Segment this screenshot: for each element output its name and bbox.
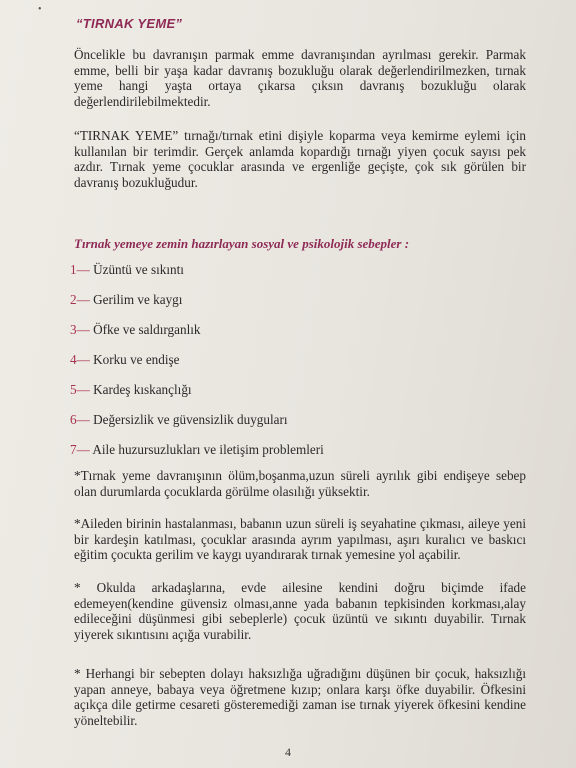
list-item-text: Korku ve endişe	[93, 352, 180, 367]
list-number: 4—	[70, 352, 90, 367]
list-item	[70, 412, 324, 442]
intro-paragraph: Öncelikle bu davranışın parmak emme davranışından ayrılması gerekir. Parmak emme, belli bir yaşa kadar davranış bozukluğu olarak değerlendirilmezken, tırnak yeme hangi yaşta ortaya çıkarsa çıksın davranış bozukluğu olarak değerlendirilebilmektedir.	[74, 47, 526, 109]
page-title: “TIRNAK YEME”	[76, 16, 183, 31]
list-number: 5—	[70, 382, 90, 397]
list-item-text: Öfke ve saldırganlık	[93, 322, 201, 337]
list-item	[70, 262, 324, 292]
list-item	[70, 382, 324, 412]
note-paragraph: *Tırnak yeme davranışının ölüm,boşanma,uzun süreli ayrılık gibi endişeye sebep olan durumlarda çocuklarda görülme olasılığı yüksektir.	[74, 468, 526, 499]
causes-list	[70, 262, 324, 472]
corner-mark: •	[38, 4, 42, 15]
list-item	[70, 292, 324, 322]
list-number: 2—	[70, 292, 90, 307]
list-item	[70, 352, 324, 382]
list-item-text: Aile huzursuzlukları ve iletişim problemleri	[92, 442, 324, 457]
list-number: 3—	[70, 322, 90, 337]
list-item	[70, 322, 324, 352]
list-item-text: Değersizlik ve güvensizlik duyguları	[93, 412, 288, 427]
list-number: 6—	[70, 412, 90, 427]
note-paragraph: * Okulda arkadaşlarına, evde ailesine kendini doğru biçimde ifade edemeyen(kendine güvensiz olması,anne yada babanın tepkisinden korkması,alay edileceğini düşünmesi gibi sebeplerle) çocuk üzüntü ve sıkıntı duyabilir. Tırnak yiyerek sıkıntısını açığa vurabilir.	[74, 580, 526, 642]
list-item-text: Üzüntü ve sıkıntı	[93, 262, 184, 277]
list-number: 7—	[70, 442, 90, 457]
page-number: 4	[285, 745, 291, 759]
list-item-text: Kardeş kıskançlığı	[93, 382, 192, 397]
section-subtitle: Tırnak yemeye zemin hazırlayan sosyal ve psikolojik sebepler :	[74, 236, 410, 251]
definition-paragraph: “TIRNAK YEME” tırnağı/tırnak etini dişiyle koparma veya kemirme eylemi için kullanılan bir terimdir. Gerçek anlamda kopardığı tırnağı yiyen çocuk sayısı pek azdır. Tırnak yeme çocuklar arasında ve ergenliğe geçişte, çok sık görülen bir davranış bozukluğudur.	[74, 128, 526, 190]
list-number: 1—	[70, 262, 90, 277]
note-paragraph: *Aileden birinin hastalanması, babanın uzun süreli iş seyahatine çıkması, aileye yeni bir kardeşin katılması, çocuklar arasında ayrım yapılması, aşırı kuralıcı ve baskıcı eğitim çocukta gerilim ve kaygı uyandırarak tırnak yemesine yol açabilir.	[74, 516, 526, 562]
note-paragraph: * Herhangi bir sebepten dolayı haksızlığa uğradığını düşünen bir çocuk, haksızlığı yapan anneye, babaya veya öğretmene kızıp; onlara karşı öfke duyabilir. Öfkesini açıkça dile getirme cesareti gösteremediği zaman ise tırnak yiyerek öfkesini kendine yöneltebilir.	[74, 666, 526, 728]
list-item-text: Gerilim ve kaygı	[93, 292, 183, 307]
